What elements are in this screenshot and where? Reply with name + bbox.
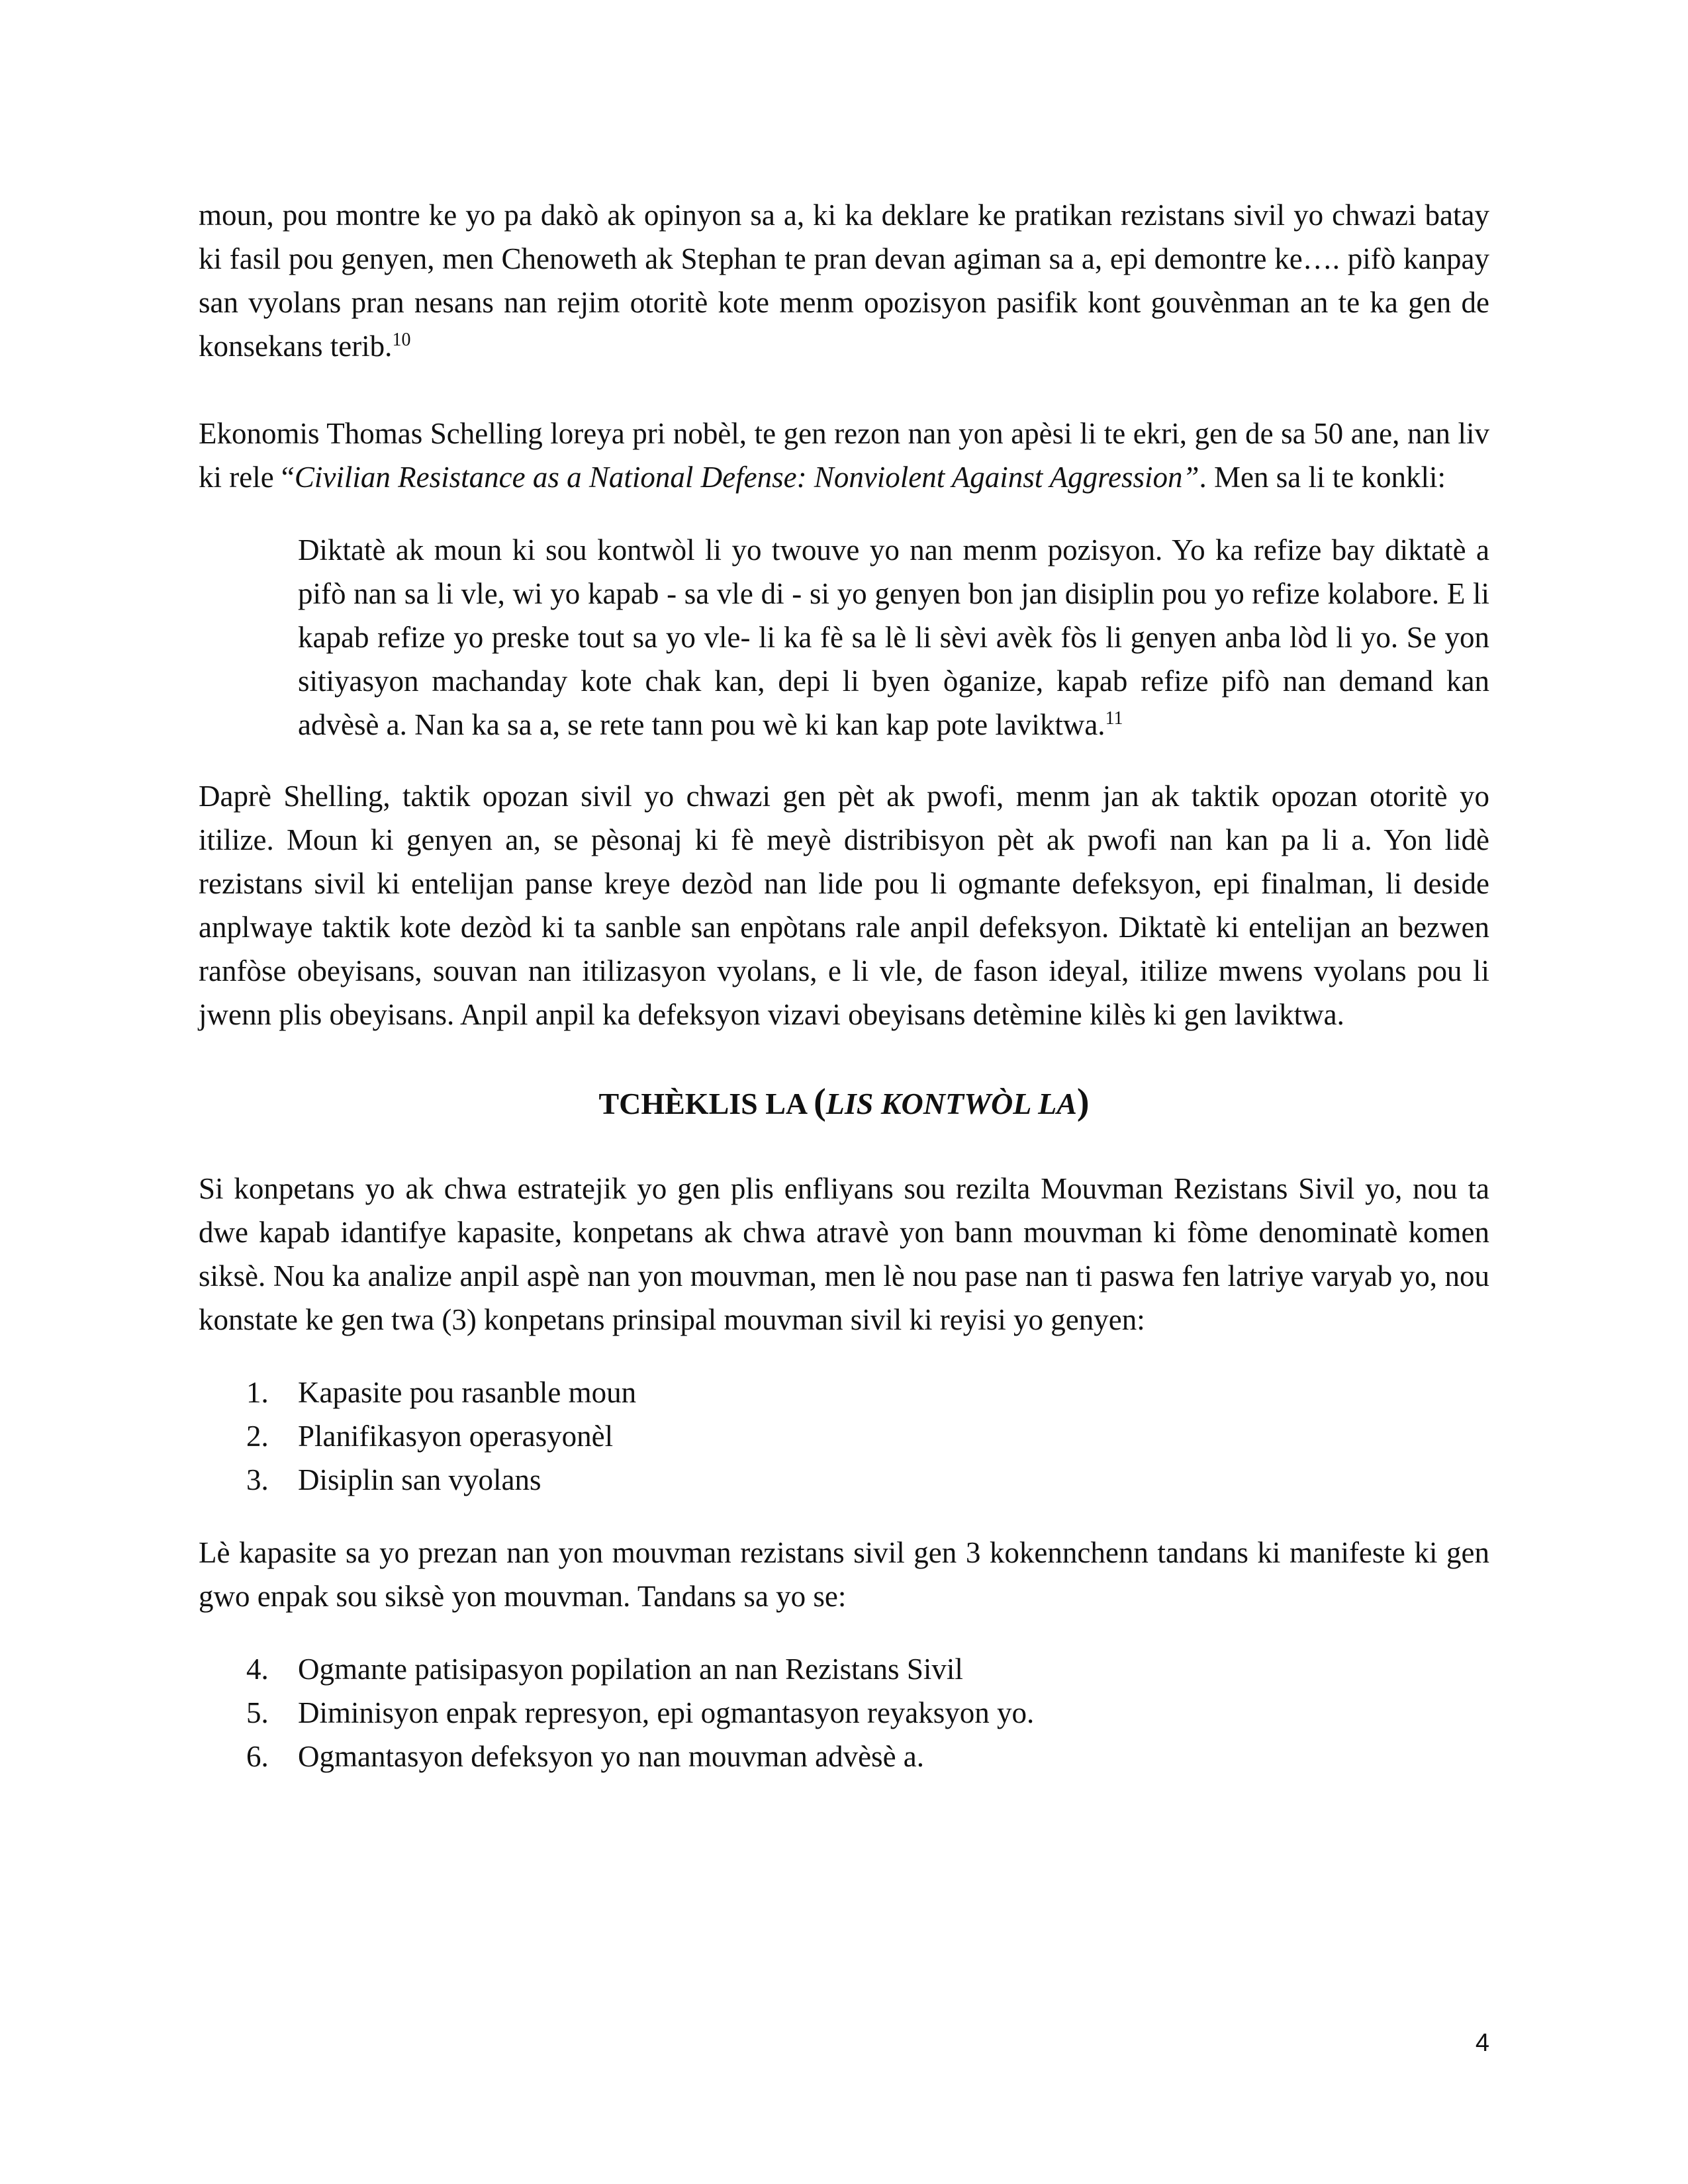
- list-item: [199, 1647, 1489, 1691]
- list-item-number: 2.: [246, 1420, 269, 1453]
- list-item-text: Diminisyon enpak represyon, epi ogmantasyon reyaksyon yo.: [298, 1696, 1035, 1729]
- list-item-text: Ogmante patisipasyon popilation an nan Rezistans Sivil: [298, 1653, 963, 1686]
- list-item-text: Disiplin san vyolans: [298, 1463, 541, 1496]
- page-number: 4: [1475, 2029, 1489, 2057]
- tendencies-list: [199, 1647, 1489, 1778]
- book-title: Civilian Resistance as a National Defense: Nonviolent Against Aggression”: [294, 461, 1199, 494]
- paragraph-4-text: Si konpetans yo ak chwa estratejik yo gen plis enfliyans sou rezilta Mouvman Rezistans Sivil yo, nou ta dwe kapab idantifye kapasite, konpetans ak chwa atravè yon bann mouvman ki fòme denominatè komen siksè. Nou ka analize anpil aspè nan yon mouvman, men lè nou pase nan ti paswa fen latriye varyab yo, nou konstate ke gen twa (3) konpetans prinsipal mouvman sivil ki reyisi yo genyen:: [199, 1172, 1489, 1336]
- paragraph-2-text: Ekonomis Thomas Schelling loreya pri nobèl, te gen rezon nan yon apèsi li te ekri, gen de sa 50 ane, nan liv ki rele “: [199, 417, 1489, 494]
- list-item: [199, 1691, 1489, 1735]
- list-item-number: 5.: [246, 1696, 269, 1729]
- list-item: [199, 1735, 1489, 1778]
- list-item: [199, 1371, 1489, 1414]
- paragraph-1-text: moun, pou montre ke yo pa dakò ak opinyon sa a, ki ka deklare ke pratikan rezistans sivil yo chwazi batay ki fasil pou genyen, men Chenoweth ak Stephan te pran devan agiman sa a, epi demontre ke…. pifò kanpay san vyolans pran nesans nan rejim otoritè kote menm opozisyon pasifik kont gouvènman an te ka gen de konsekans terib.: [199, 199, 1489, 363]
- heading-open-paren: (: [814, 1081, 826, 1122]
- paragraph-1: [199, 193, 1489, 368]
- paragraph-5-text: Lè kapasite sa yo prezan nan yon mouvman rezistans sivil gen 3 kokennchenn tandans ki manifeste ki gen gwo enpak sou siksè yon mouvman. Tandans sa yo se:: [199, 1536, 1489, 1613]
- list-item-text: Ogmantasyon defeksyon yo nan mouvman advèsè a.: [298, 1740, 925, 1773]
- heading-close-paren: ): [1076, 1081, 1090, 1122]
- heading-italic-text: LIS KONTWÒL LA: [825, 1087, 1077, 1120]
- paragraph-2: [199, 412, 1489, 499]
- heading-text: TCHÈKLIS LA: [598, 1087, 814, 1120]
- block-quote: [298, 528, 1489, 747]
- competencies-list: [199, 1371, 1489, 1502]
- paragraph-2-end: . Men sa li te konkli:: [1199, 461, 1446, 494]
- section-heading: [199, 1080, 1489, 1126]
- paragraph-3: [199, 774, 1489, 1036]
- paragraph-5: [199, 1531, 1489, 1618]
- list-item-number: 1.: [246, 1376, 269, 1409]
- list-item-number: 6.: [246, 1740, 269, 1773]
- block-quote-text: Diktatè ak moun ki sou kontwòl li yo twouve yo nan menm pozisyon. Yo ka refize bay diktatè a pifò nan sa li vle, wi yo kapab - sa vle di - si yo genyen bon jan disiplin pou yo refize kolabore. E li kapab refize yo preske tout sa yo vle- li ka fè sa lè li sèvi avèk fòs li genyen anba lòd li yo. Se yon sitiyasyon machanday kote chak kan, depi li byen òganize, kapab refize pifò nan demand kan advèsè a. Nan ka sa a, se rete tann pou wè ki kan kap pote laviktwa.: [298, 533, 1489, 741]
- list-item-number: 4.: [246, 1653, 269, 1686]
- paragraph-4: [199, 1167, 1489, 1342]
- footnote-ref-11: 11: [1105, 708, 1123, 729]
- list-item-text: Kapasite pou rasanble moun: [298, 1376, 637, 1409]
- list-item-number: 3.: [246, 1463, 269, 1496]
- paragraph-3-text: Daprè Shelling, taktik opozan sivil yo chwazi gen pèt ak pwofi, menm jan ak taktik opozan otoritè yo itilize. Moun ki genyen an, se pèsonaj ki fè meyè distribisyon pèt ak pwofi nan kan pa li a. Yon lidè rezistans sivil ki entelijan panse kreye dezòd nan lide pou li ogmante defeksyon, epi finalman, li deside anplwaye taktik kote dezòd ki ta sanble san enpòtans rale anpil defeksyon. Diktatè ki entelijan an bezwen ranfòse obeyisans, souvan nan itilizasyon vyolans, e li vle, de fason ideyal, itilize mwens vyolans pou li jwenn plis obeyisans. Anpil anpil ka defeksyon vizavi obeyisans detèmine kilès ki gen laviktwa.: [199, 780, 1489, 1031]
- list-item-text: Planifikasyon operasyonèl: [298, 1420, 614, 1453]
- footnote-ref-10: 10: [392, 330, 411, 350]
- list-item: [199, 1414, 1489, 1458]
- list-item: [199, 1458, 1489, 1502]
- page-content: [199, 193, 1489, 1807]
